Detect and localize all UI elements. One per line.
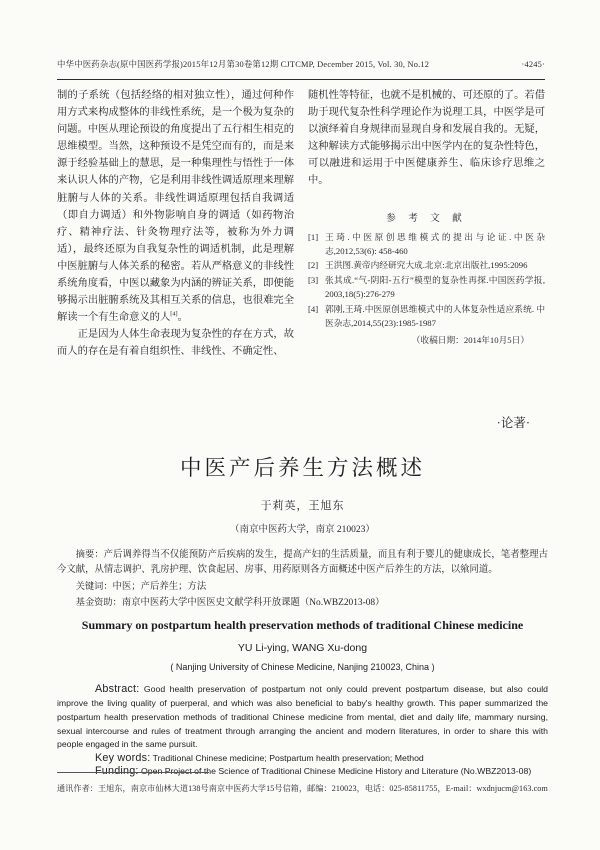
citation-superscript: [4]: [170, 310, 178, 318]
english-keywords-line: [57, 752, 548, 765]
paragraph-text: 制的子系统（包括经络的相对独立性），通过何种作用方式来构成整体的非线性系统，是一个极为复杂的问题。中医从理论预设的角度提出了五行相生相克的思维模型。当然，这种预设不是凭空而有的，而是来源于经验基础上的慧思，是一种集理性与悟性于一体来认识人体的产物，它是利用非线性调适原理来理解脏腑与人体的关系。非线性调适原理包括自我调适（即自力调适）和外物影响自身的调适（如药物治疗、精神疗法、针灸物理疗法等，被称为外力调适），最终还原为自我复杂性的调适机制，此是理解中医脏腑与人体关系的秘密。若从严格意义的非线性系统角度看，中医以藏象为内涵的辨证关系，即便能够揭示出脏腑系统及其相互关系的信息，也很难完全解读一个有生命意义的人: [57, 90, 294, 324]
abstract-text: 产后调养得当不仅能预防产后疾病的发生，提高产妇的生活质量，而且有利于婴儿的健康成长，笔者整理古今文献，从情志调护、乳房护理、饮食起居、房事、用药原则各方面概述中医产后养生的方法，以飨同道。: [57, 550, 548, 576]
english-keywords-text: Traditional Chinese medicine; Postpartum health preservation; Method: [152, 753, 424, 764]
reference-number: [3]: [308, 274, 319, 285]
keywords-text: 中医；产后养生；方法: [112, 581, 207, 592]
funding-label: 基金资助：: [75, 596, 122, 607]
body-paragraph: [57, 87, 294, 326]
correspondence-note: 通讯作者：王旭东，南京市仙林大道138号南京中医药大学15号信箱，邮编：210023，电话：025-85811755，E-mail：wxdnjucm@163.com: [57, 784, 548, 793]
reference-number: [2]: [308, 260, 319, 271]
footnote-rule: [57, 772, 209, 773]
funding-line: [57, 595, 548, 611]
reference-number: [1]: [308, 231, 319, 242]
left-column: [57, 87, 294, 361]
english-abstract-text: Good health preservation of postpartum not only could prevent postpartum disease, but also could improve the living quality of puerperal, and which was also beneficial to baby's healthy growth. This paper summarized the postpartum health preservation methods of traditional Chinese medicine from mental, diet and daily life, mammary nursing, sexual intercourse and rules of treatment through arranging the ancient and modern literatures, in order to share this with people engaged in the same pursuit.: [57, 684, 549, 750]
references-heading: 参 考 文 献: [386, 212, 467, 224]
journal-header-line: 中华中医药杂志(原中国医药学报)2015年12月第30卷第12期 CJTCMP, December 2015, Vol. 30, No.12: [57, 60, 430, 69]
reference-text: 王洪图.黄帝内经研究大成.北京:北京出版社,1995:2096: [325, 260, 528, 271]
keywords-label: 关键词：: [75, 580, 113, 591]
paragraph-text: 。: [177, 312, 188, 324]
body-paragraph: 随机性等特征，也就不是机械的、可还原的了。若借助于现代复杂性科学理论作为说理工具，中医学是可以演绎着自身规律而显现自身和发展自我的。无疑，这种解读方式能够揭示出中医学内在的复杂性特色，可以融进和运用于中医健康养生、临床诊疗思维之中。: [308, 90, 545, 187]
references-section: [308, 210, 545, 347]
body-paragraph: 正是因为人体生命表现为复杂性的存在方式，故而人的存在是有着自组织性、非线性、不确定性、: [57, 329, 294, 358]
reference-item: [308, 302, 545, 331]
english-affiliation: ( Nanjing University of Chinese Medicine, Nanjing 210023, China ): [170, 662, 435, 673]
right-column: [308, 87, 545, 361]
reference-item: [308, 258, 545, 272]
english-keywords-label: Key words:: [95, 752, 151, 765]
reference-item: [308, 230, 545, 259]
english-abstract-paragraph: [57, 683, 548, 752]
english-authors: YU Li-ying, WANG Xu-dong: [237, 642, 368, 655]
chinese-abstract-block: [57, 547, 548, 611]
funding-text: 南京中医药大学中医医史文献学科开放课题（No.WBZ2013-08）: [121, 597, 385, 608]
reference-number: [4]: [308, 303, 319, 314]
english-title: Summary on postpartum health preservation methods of traditional Chinese medicine: [81, 618, 524, 633]
reference-text: 郭刚,王琦.中医原创思维模式中的人体复杂性适应系统. 中医杂志,2014,55(23):1985-1987: [325, 303, 545, 328]
article-section: [57, 413, 548, 779]
page-footer: [57, 772, 548, 794]
article-title: 中医产后养生方法概述: [179, 456, 425, 480]
body-columns: [57, 87, 545, 361]
reference-text: 王琦.中医原创思维模式的提出与论证.中医杂志,2012,53(6): 458-460: [325, 231, 545, 256]
article-affiliation: （南京中医药大学，南京 210023）: [230, 525, 375, 535]
article-authors: 于莉英，王旭东: [260, 500, 345, 512]
english-funding-label: Funding:: [95, 765, 139, 778]
english-funding-text: Open Project of the Science of Traditional Chinese Medicine History and Literature (No.WBZ2013-08): [141, 766, 532, 777]
keywords-line: [57, 579, 548, 595]
received-date: （收稿日期：2014年10月5日）: [411, 335, 529, 346]
page-header: [57, 58, 545, 70]
reference-item: [308, 273, 545, 302]
english-abstract-block: [57, 683, 548, 778]
page-number: ·4245·: [521, 60, 545, 69]
abstract-paragraph: [57, 547, 548, 579]
reference-text: 张其成.“气-阴阳-五行”模型的复杂性再探.中国医药学报, 2003,18(5):276-279: [325, 274, 545, 300]
english-abstract-label: Abstract:: [95, 683, 140, 696]
section-marker: ·论著·: [496, 416, 530, 430]
header-rule: [57, 79, 545, 80]
abstract-label: 摘要：: [75, 549, 104, 559]
